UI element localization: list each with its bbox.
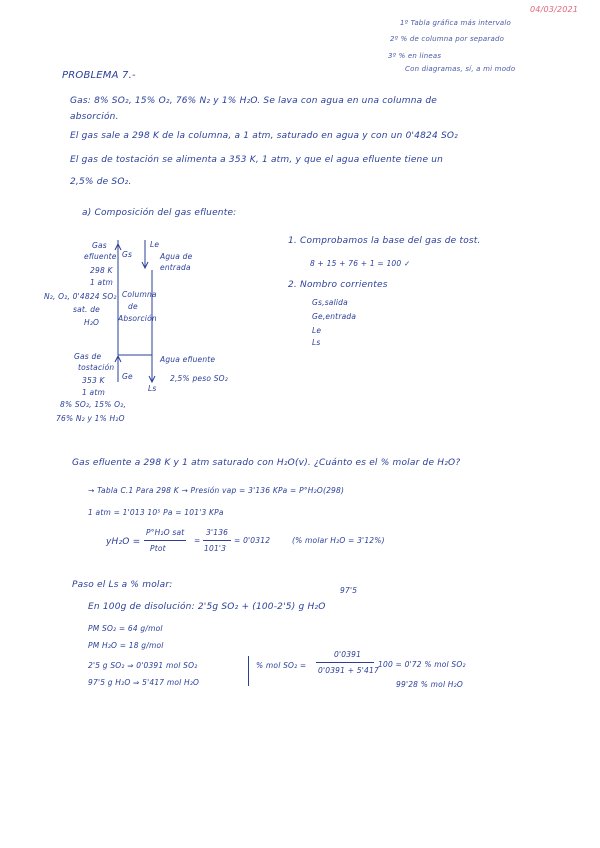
brace-line bbox=[248, 656, 249, 686]
margin-note-4: Con diagramas, sí, a mi modo bbox=[405, 65, 516, 73]
y-h2o-denominator: Ptot bbox=[150, 544, 166, 553]
gas-in-label-2: tostación bbox=[78, 363, 115, 372]
gas-out-comp-2: sat. de bbox=[73, 305, 100, 314]
mol-so2-denominator: 0'0391 + 5'417 bbox=[318, 666, 379, 675]
statement-line-2: absorción. bbox=[70, 112, 119, 122]
gas-out-stream-label: Gs bbox=[122, 250, 133, 259]
current-2: Ge,entrada bbox=[312, 312, 357, 321]
gas-out-label-4: 1 atm bbox=[90, 278, 113, 287]
step-1-calc: 8 + 15 + 76 + 1 = 100 ✓ bbox=[310, 259, 411, 268]
gas-in-comp-2: 76% N₂ y 1% H₂O bbox=[56, 414, 125, 423]
mol-so2-numerator: 0'0391 bbox=[334, 650, 362, 659]
gas-out-label-3: 298 K bbox=[90, 266, 113, 275]
current-3: Le bbox=[312, 326, 322, 335]
water-in-label-1: Agua de bbox=[160, 252, 193, 261]
water-out-label-2: 2,5% peso SO₂ bbox=[170, 374, 228, 383]
statement-line-3: El gas sale a 298 K de la columna, a 1 atm, saturado en agua y con un 0'4824 SO₂ bbox=[70, 131, 458, 141]
water-in-label-2: entrada bbox=[160, 263, 191, 272]
current-1: Gs,salida bbox=[312, 298, 348, 307]
problem-title: PROBLEMA 7.- bbox=[62, 70, 136, 81]
step-2: 2. Nombro corrientes bbox=[288, 280, 388, 290]
y-h2o-denominator-value: 101'3 bbox=[204, 544, 227, 553]
margin-note-1: 1º Tabla gráfica más intervalo bbox=[400, 19, 512, 27]
equals-sign: = bbox=[194, 536, 201, 545]
water-out-stream-label: Ls bbox=[148, 384, 157, 393]
statement-line-4: El gas de tostación se alimenta a 353 K, 1 atm, y que el agua efluente tiene un bbox=[70, 155, 444, 165]
pm-so2: PM SO₂ = 64 g/mol bbox=[88, 624, 163, 633]
water-part-line-3: 1 atm = 1'013 10⁵ Pa = 101'3 KPa bbox=[88, 508, 224, 517]
ls-part-line-2: En 100g de disolución: 2'5g SO₂ + (100-2'5) g H₂O bbox=[88, 602, 326, 612]
y-h2o-note: (% molar H₂O = 3'12%) bbox=[292, 536, 385, 545]
gas-in-comp-1: 8% SO₂, 15% O₂, bbox=[60, 400, 127, 409]
ls-basis-value: 97'5 bbox=[340, 586, 358, 595]
pm-h2o: PM H₂O = 18 g/mol bbox=[88, 641, 164, 650]
margin-note-2: 2º % de columna por separado bbox=[390, 35, 505, 43]
gas-in-stream-label: Ge bbox=[122, 372, 133, 381]
water-part-line-1: Gas efluente a 298 K y 1 atm saturado con H₂O(v). ¿Cuánto es el % molar de H₂O? bbox=[72, 458, 461, 468]
water-in-stream-label: Le bbox=[150, 240, 160, 249]
mol-so2-lhs: % mol SO₂ = bbox=[256, 661, 307, 670]
fraction-bar-1 bbox=[144, 540, 186, 541]
water-out-label-1: Agua efluente bbox=[160, 355, 216, 364]
mol-so2-result: 100 = 0'72 % mol SO₂ bbox=[378, 660, 466, 669]
gas-out-label-1: Gas bbox=[92, 241, 107, 250]
y-h2o-numerator: P°H₂O sat bbox=[146, 528, 185, 537]
current-4: Ls bbox=[312, 338, 321, 347]
gas-out-comp-3: H₂O bbox=[84, 318, 100, 327]
gas-in-label-1: Gas de bbox=[74, 352, 102, 361]
gas-out-comp-1: N₂, O₂, 0'4824 SO₂ bbox=[44, 292, 117, 301]
y-h2o-result: = 0'0312 bbox=[234, 536, 271, 545]
date: 04/03/2021 bbox=[530, 5, 579, 14]
y-h2o-numerator-value: 3'136 bbox=[206, 528, 229, 537]
statement-line-5: 2,5% de SO₂. bbox=[70, 177, 132, 187]
fraction-bar-3 bbox=[316, 662, 374, 663]
step-1: 1. Comprobamos la base del gas de tost. bbox=[288, 236, 481, 246]
mol-h2o-result: 99'28 % mol H₂O bbox=[396, 680, 463, 689]
column-label-3: Absorción bbox=[118, 314, 157, 323]
y-h2o-lhs: yH₂O = bbox=[106, 537, 141, 547]
fraction-bar-2 bbox=[203, 540, 231, 541]
gas-in-label-4: 1 atm bbox=[82, 388, 105, 397]
ls-part-line-1: Paso el Ls a % molar: bbox=[72, 580, 173, 590]
gas-in-label-3: 353 K bbox=[82, 376, 105, 385]
column-label-2: de bbox=[128, 302, 138, 311]
calc-h2o: 97'5 g H₂O ⇒ 5'417 mol H₂O bbox=[88, 678, 200, 687]
gas-out-label-2: efluente bbox=[84, 252, 117, 261]
water-part-line-2: → Tabla C.1 Para 298 K → Presión vap = 3'136 KPa = P°H₂O(298) bbox=[88, 486, 345, 495]
column-label-1: Columna bbox=[122, 290, 157, 299]
part-a-heading: a) Composición del gas efluente: bbox=[82, 208, 237, 218]
margin-note-3: 3º % en lineas bbox=[388, 52, 442, 60]
calc-so2: 2'5 g SO₂ ⇒ 0'0391 mol SO₂ bbox=[88, 661, 198, 670]
statement-line-1: Gas: 8% SO₂, 15% O₂, 76% N₂ y 1% H₂O. Se lava con agua en una columna de bbox=[70, 96, 438, 106]
